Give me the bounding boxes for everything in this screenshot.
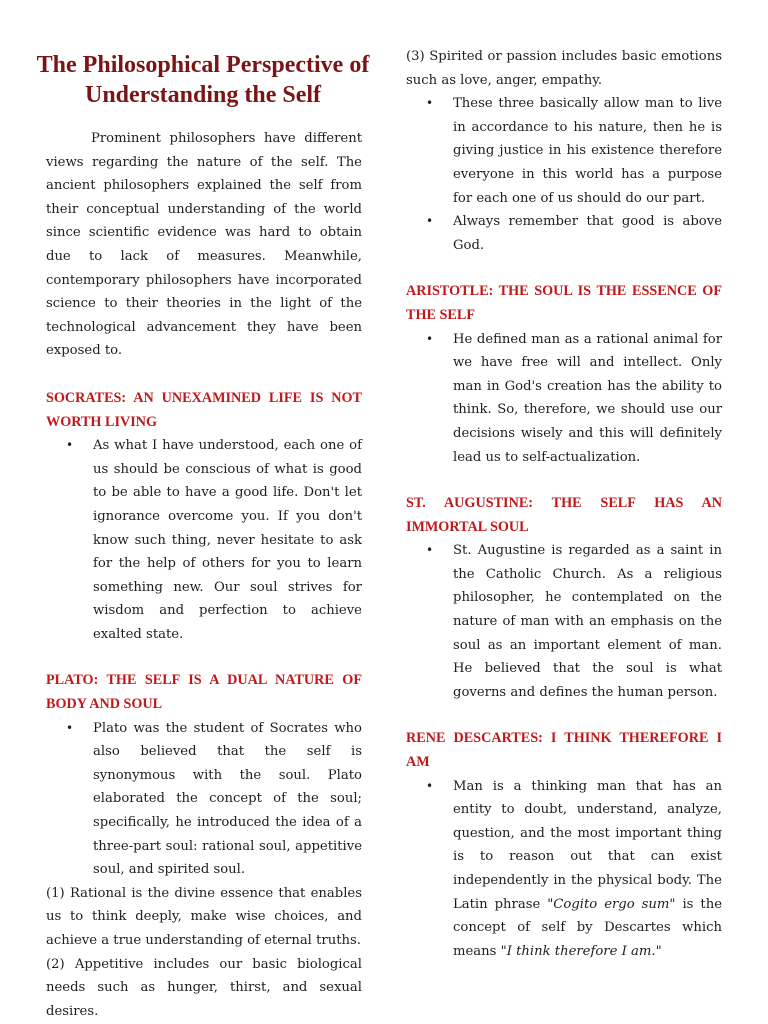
aristotle-bullet: • He defined man as a rational animal for we have free will and intellect. Only man in God's creation has the ability to think. So, therefore, we should use our decisions wisely and this will definitely lead us to self-actualization. [406,328,722,470]
descartes-bullet [406,775,722,964]
right-column [406,0,722,963]
plato-point-rational: (1) Rational is the divine essence that enables us to think deeply, make wise choices, and achieve a true understanding of eternal truths. [46,885,362,948]
socrates-list [46,434,362,646]
descartes-heading: RENE DESCARTES: I THINK THEREFORE I AM [406,730,722,771]
intro-paragraph: Prominent philosophers have different views regarding the nature of the self. The ancient philosophers explained the self from their conceptual understanding of the world since scientific evidence was hard to obtain due to lack of measures. Meanwhile, contemporary philosophers have incorporated science to their theories in the light of the technological advancement they have been exposed to. [46,131,362,359]
socrates-bullet: • As what I have understood, each one of us should be conscious of what is good to be able to have a good life. Don't let ignorance overcome you. If you don't know such thing, never hesitate to ask for the help of others for you to learn something new. Our soul strives for wisdom and perfection to achieve exalted state. [46,434,362,646]
plato-heading: PLATO: THE SELF IS A DUAL NATURE OF BODY AND SOUL [46,672,362,713]
descartes-text-1: Man is a thinking man that has an entity to doubt, understand, analyze, question, and the most important thing is to reason out that can exist independently in the physical body. The Latin phrase [453,778,722,912]
socrates-heading: SOCRATES: AN UNEXAMINED LIFE IS NOT WORTH LIVING [46,389,362,430]
plato-point-spirited: (3) Spirited or passion includes basic emotions such as love, anger, empathy. [406,49,722,88]
document-title: The Philosophical Perspective of Understanding the Self [36,52,370,108]
plato-list [46,717,362,882]
aristotle-heading: ARISTOTLE: THE SOUL IS THE ESSENCE OF THE SELF [406,283,722,323]
descartes-text-2: is the concept of self by Descartes which means [453,896,722,959]
plato-more-bullet-2: • Always remember that good is above God. [406,210,722,257]
descartes-latin-phrase: "Cogito ergo sum" [547,896,676,912]
descartes-list [406,775,722,964]
plato-point-appetitive: (2) Appetitive includes our basic biological needs such as hunger, thirst, and sexual desires. [46,956,362,1019]
left-column [46,0,362,1023]
descartes-translation: "I think therefore I am." [500,943,662,959]
plato-more-bullet-1: • These three basically allow man to live in accordance to his nature, then he is giving justice in his existence therefore everyone in this world has a purpose for each one of us should do our part. [406,92,722,210]
augustine-list [406,539,722,704]
aristotle-list [406,328,722,470]
augustine-bullet: • St. Augustine is regarded as a saint in the Catholic Church. As a religious philosopher, he contemplated on the nature of man with an emphasis on the soul as an important element of man. He believed that the soul is what governs and defines the human person. [406,539,722,704]
augustine-heading: ST. AUGUSTINE: THE SELF HAS AN IMMORTAL SOUL [406,495,722,535]
plato-more-list [406,92,722,257]
plato-bullet: • Plato was the student of Socrates who also believed that the self is synonymous with the soul. Plato elaborated the concept of the soul; specifically, he introduced the idea of a three-part soul: rational soul, appetitive soul, and spirited soul. [46,717,362,882]
